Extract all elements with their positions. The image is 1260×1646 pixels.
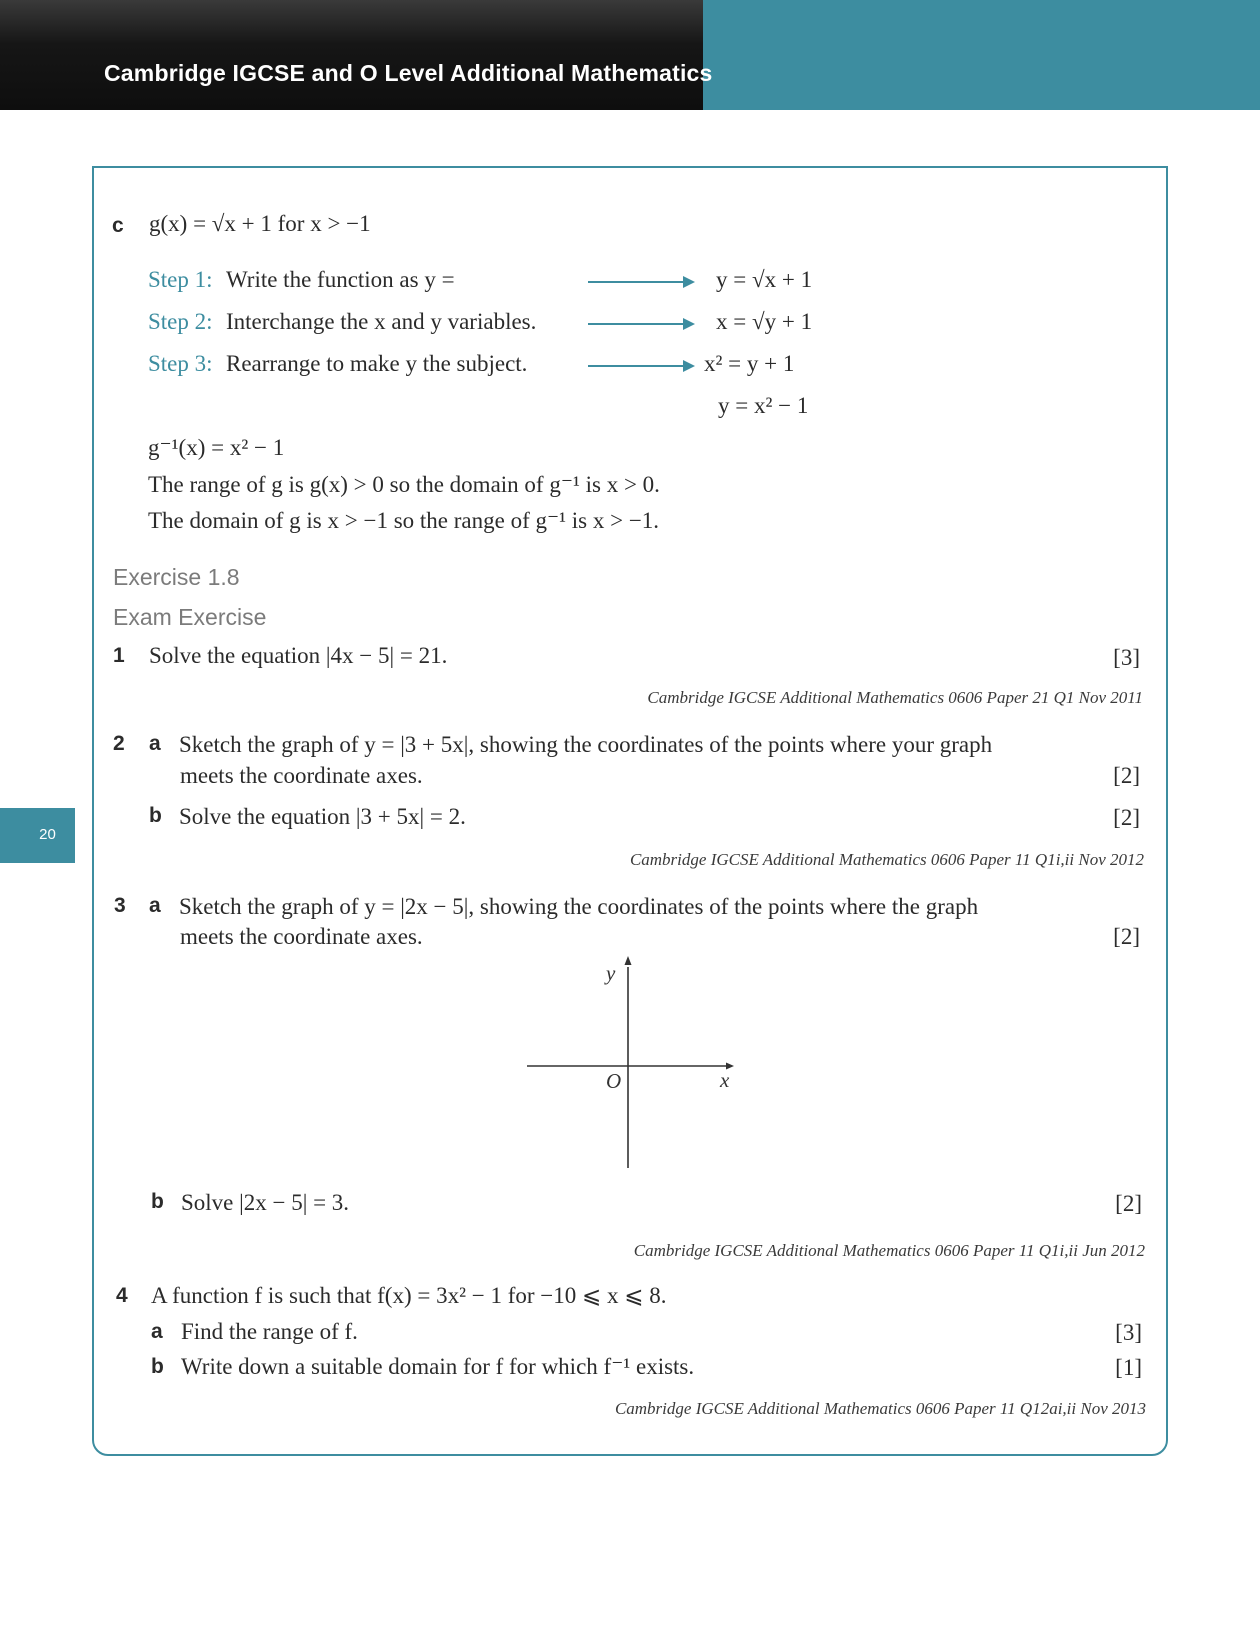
step-1-text: Write the function as y = [226,267,455,292]
marks: [2] [1113,805,1140,830]
marks: [2] [1113,924,1140,949]
question-text: Sketch the graph of y = |2x − 5|, showing the coordinates of the points where the graph [179,894,979,919]
source-citation: Cambridge IGCSE Additional Mathematics 0606 Paper 11 Q12ai,ii Nov 2013 [614,1399,1146,1418]
y-axis-arrowhead [625,956,632,965]
x-axis-label: x [720,1068,730,1092]
question-text: Find the range of f. [181,1319,358,1344]
question-number: 4 [116,1284,128,1307]
step-1-arrow [588,281,693,283]
question-text: A function f is such that f(x) = 3x² − 1 for −10 ⩽ x ⩽ 8. [151,1283,667,1308]
source-citation: Cambridge IGCSE Additional Mathematics 0606 Paper 11 Q1i,ii Nov 2012 [629,850,1144,869]
question-text: meets the coordinate axes. [180,763,423,788]
step-3-result: x² = y + 1 [704,351,795,376]
part-label: a [149,894,161,917]
step-2-name: Step 2: [148,309,213,334]
y-axis-label: y [606,961,616,985]
marks: [3] [1113,645,1140,670]
page-number: 20 [39,826,56,843]
part-label: a [149,732,161,755]
part-label: b [149,804,162,827]
marks: [2] [1115,1191,1142,1216]
question-number: 2 [113,732,125,755]
step-1-result: y = √x + 1 [716,267,813,292]
step-3-name: Step 3: [148,351,213,376]
step-2-arrow [588,323,693,325]
source-citation: Cambridge IGCSE Additional Mathematics 0606 Paper 21 Q1 Nov 2011 [647,688,1143,707]
step-final-result: y = x² − 1 [718,393,809,418]
question-number: 1 [113,644,125,667]
question-text: Write down a suitable domain for f for which f⁻¹ exists. [181,1354,695,1379]
marks: [2] [1113,763,1140,788]
question-text: Solve the equation |4x − 5| = 21. [149,643,448,668]
step-2-text: Interchange the x and y variables. [226,309,537,334]
exercise-subtitle: Exam Exercise [113,604,267,630]
example-part-label: c [112,214,124,237]
marks: [1] [1115,1355,1142,1380]
step-2-result: x = √y + 1 [716,309,813,334]
question-text: Solve |2x − 5| = 3. [181,1190,350,1215]
inverse-function: g⁻¹(x) = x² − 1 [148,435,285,460]
marks: [3] [1115,1320,1142,1345]
header-accent-bar [703,0,1260,110]
part-label: a [151,1320,163,1343]
origin-label: O [606,1069,622,1093]
source-citation: Cambridge IGCSE Additional Mathematics 0606 Paper 11 Q1i,ii Jun 2012 [633,1241,1145,1260]
part-label: b [151,1355,164,1378]
step-3-arrow [588,365,693,367]
exercise-title: Exercise 1.8 [113,564,240,590]
function-definition: g(x) = √x + 1 for x > −1 [149,211,371,236]
step-3-text: Rearrange to make y the subject. [226,351,528,376]
part-label: b [151,1190,164,1213]
book-title: Cambridge IGCSE and O Level Additional Mathematics [104,60,713,86]
coordinate-axes-diagram [520,950,740,1170]
step-1-name: Step 1: [148,267,213,292]
question-text: meets the coordinate axes. [180,924,423,949]
question-text: Solve the equation |3 + 5x| = 2. [179,804,466,829]
header-bar [0,0,703,110]
domain-statement: The domain of g is x > −1 so the range of g⁻¹ is x > −1. [148,508,660,533]
range-statement: The range of g is g(x) > 0 so the domain of g⁻¹ is x > 0. [148,472,660,497]
question-number: 3 [114,894,126,917]
question-text: Sketch the graph of y = |3 + 5x|, showing the coordinates of the points where your graph [179,732,993,757]
